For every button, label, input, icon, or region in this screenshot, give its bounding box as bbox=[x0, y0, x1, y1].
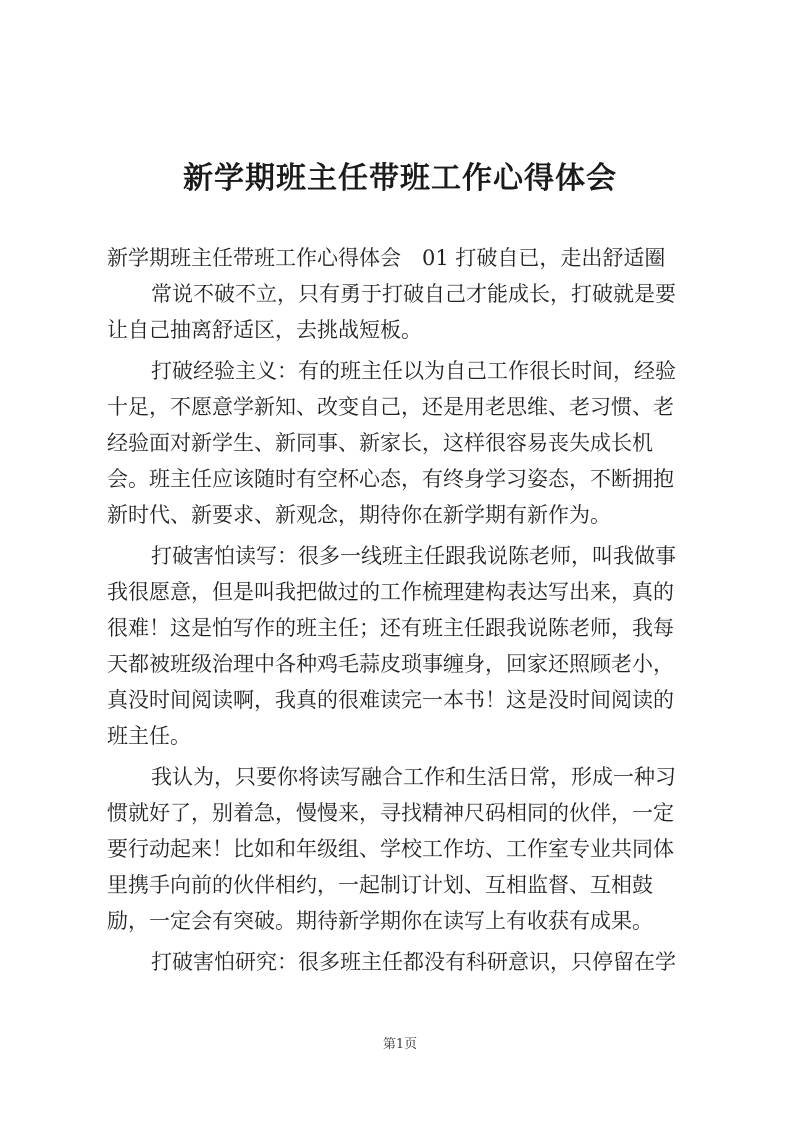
text-line: 打破害怕研究：很多班主任都没有科研意识，只停留在学 bbox=[151, 950, 676, 974]
text-line: 常说不破不立，只有勇于打破自己才能成长，打破就是要 bbox=[151, 282, 676, 306]
text-line: 新学期班主任带班工作心得体会 01 打破自已，走出舒适圈 bbox=[107, 246, 666, 270]
text-line: 十足，不愿意学新知、改变自己，还是用老思维、老习惯、老 bbox=[107, 395, 674, 419]
document-title: 新学期班主任带班工作心得体会 bbox=[183, 161, 617, 196]
text-line: 会。班主任应该随时有空杯心态，有终身学习姿态，不断拥抱 bbox=[107, 467, 674, 491]
page-number: 第1页 bbox=[382, 1037, 418, 1052]
document-body bbox=[107, 240, 697, 980]
text-line: 要行动起来！比如和年级组、学校工作坊、工作室专业共同体 bbox=[107, 837, 674, 861]
text-line: 很难！这是怕写作的班主任；还有班主任跟我说陈老师，我每 bbox=[107, 616, 674, 640]
text-line: 励，一定会有突破。期待新学期你在读写上有收获有成果。 bbox=[107, 909, 653, 933]
text-line: 新时代、新要求、新观念，期待你在新学期有新作为。 bbox=[107, 503, 611, 527]
text-line: 让自己抽离舒适区，去挑战短板。 bbox=[107, 318, 422, 342]
text-line: 我很愿意，但是叫我把做过的工作梳理建构表达写出来，真的 bbox=[107, 580, 674, 604]
text-line: 打破经验主义：有的班主任以为自己工作很长时间，经验 bbox=[151, 359, 676, 383]
text-line: 里携手向前的伙伴相约，一起制订计划、互相监督、互相鼓 bbox=[107, 873, 653, 897]
text-line: 惯就好了，别着急，慢慢来，寻找精神尺码相同的伙伴，一定 bbox=[107, 801, 674, 825]
text-line: 天都被班级治理中各种鸡毛蒜皮琐事缠身，回家还照顾老小， bbox=[107, 652, 674, 676]
text-line: 真没时间阅读啊，我真的很难读完一本书！这是没时间阅读的 bbox=[107, 688, 674, 712]
text-line: 打破害怕读写：很多一线班主任跟我说陈老师，叫我做事 bbox=[151, 544, 676, 568]
text-line: 经验面对新学生、新同事、新家长，这样很容易丧失成长机 bbox=[107, 431, 653, 455]
text-line: 我认为，只要你将读写融合工作和生活日常，形成一种习 bbox=[151, 765, 676, 789]
text-line: 班主任。 bbox=[107, 724, 191, 748]
